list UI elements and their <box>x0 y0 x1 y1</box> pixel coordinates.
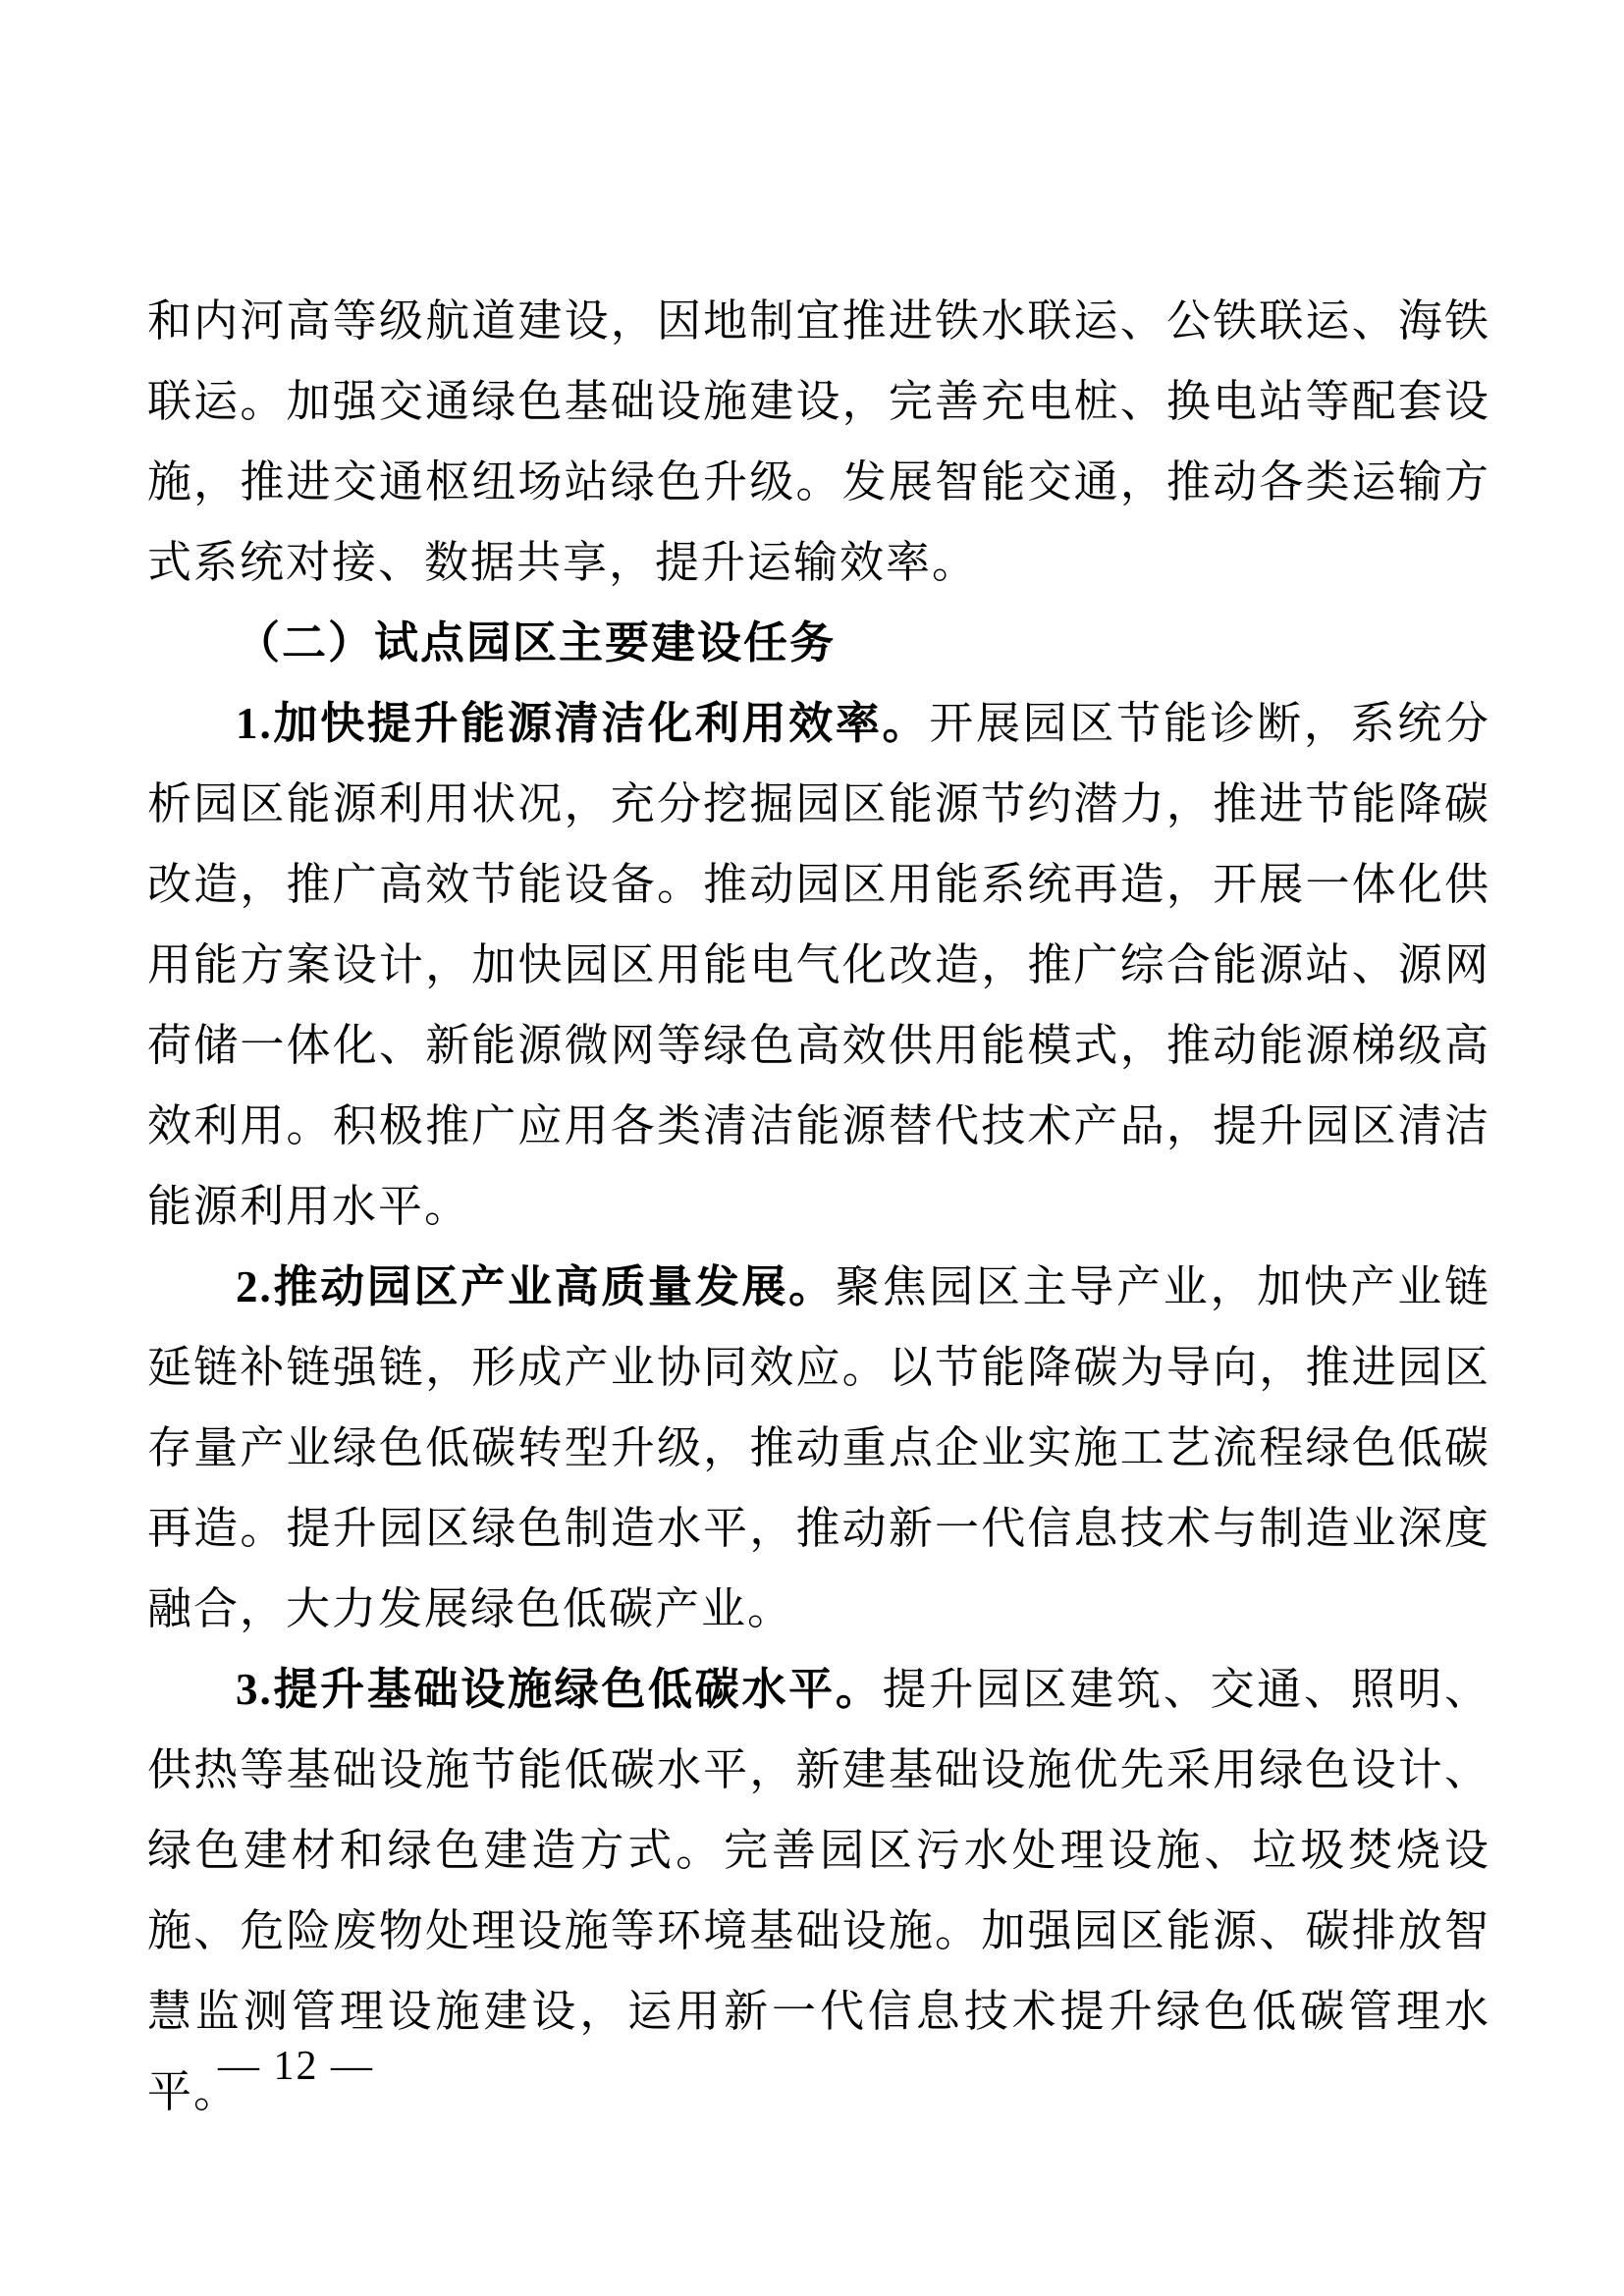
section-heading-text: （二）试点园区主要建设任务 <box>236 618 837 667</box>
paragraph-continuation <box>147 281 1490 603</box>
task-1-lead: 1.加快提升能源清洁化利用效率。 <box>236 699 930 748</box>
task-1-text: 开展园区节能诊断，系统分析园区能源利用状况，充分挖掘园区能源节约潜力，推进节能降碳改造，推广高效节能设备。推动园区用能系统再造，开展一体化供用能方案设计，加快园区用能电气化改造，推广综合能源站、源网荷储一体化、新能源微网等绿色高效供用能模式，推动能源梯级高效利用。积极推广应用各类清洁能源替代技术产品，提升园区清洁能源利用水平。 <box>147 699 1490 1231</box>
paragraph-text: 和内河高等级航道建设，因地制宜推进铁水联运、公铁联运、海铁联运。加强交通绿色基础设施建设，完善充电桩、换电站等配套设施，推进交通枢纽场站绿色升级。发展智能交通，推动各类运输方式系统对接、数据共享，提升运输效率。 <box>147 296 1490 587</box>
document-body <box>147 281 1490 2132</box>
task-3-lead: 3.提升基础设施绿色低碳水平。 <box>236 1665 883 1714</box>
paragraph-task-1 <box>147 683 1490 1247</box>
task-3-text: 提升园区建筑、交通、照明、供热等基础设施节能低碳水平，新建基础设施优先采用绿色设计、绿色建材和绿色建造方式。完善园区污水处理设施、垃圾焚烧设施、危险废物处理设施等环境基础设施。加强园区能源、碳排放智慧监测管理设施建设，运用新一代信息技术提升绿色低碳管理水平。 <box>147 1665 1490 2116</box>
task-2-lead: 2.推动园区产业高质量发展。 <box>236 1262 836 1311</box>
page-number: — 12 — <box>218 2044 374 2089</box>
paragraph-task-2 <box>147 1247 1490 1649</box>
section-heading <box>147 603 1490 683</box>
task-2-text: 聚焦园区主导产业，加快产业链延链补链强链，形成产业协同效应。以节能降碳为导向，推进园区存量产业绿色低碳转型升级，推动重点企业实施工艺流程绿色低碳再造。提升园区绿色制造水平，推动新一代信息技术与制造业深度融合，大力发展绿色低碳产业。 <box>147 1262 1490 1633</box>
